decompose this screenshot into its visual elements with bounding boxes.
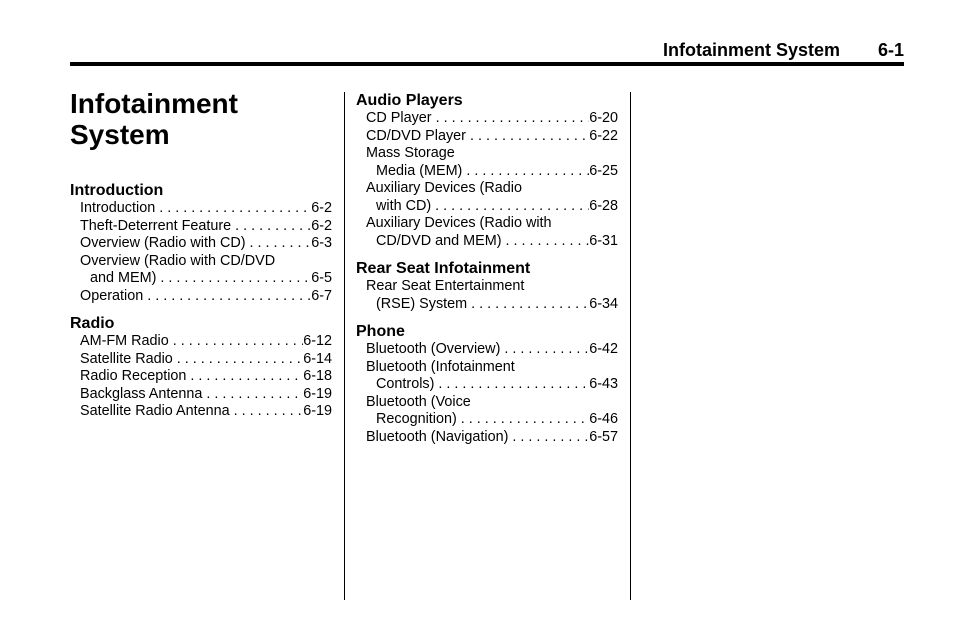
dot-leader xyxy=(500,341,589,359)
toc-section-heading: Audio Players xyxy=(356,92,463,109)
dot-leader xyxy=(508,429,589,447)
toc-entry-page: 6-34 xyxy=(589,295,618,312)
toc-entry[interactable] xyxy=(70,288,332,306)
dot-leader xyxy=(155,200,311,218)
toc-entry[interactable] xyxy=(70,333,332,351)
header-section-title: Infotainment System xyxy=(662,40,840,60)
toc-entry-label: Controls) xyxy=(376,376,435,392)
toc-entry-page: 6-2 xyxy=(311,200,332,216)
toc-entry-page: 6-2 xyxy=(311,217,332,234)
toc-entry-label: Mass Storage xyxy=(366,145,455,161)
toc-entry-label: (RSE) System xyxy=(376,295,468,312)
column-divider-1 xyxy=(344,92,345,600)
toc-entry-page: 6-14 xyxy=(303,350,332,367)
toc-entry[interactable] xyxy=(356,180,618,215)
toc-entry[interactable] xyxy=(356,128,618,146)
toc-section xyxy=(356,92,618,250)
toc-entry[interactable] xyxy=(356,145,618,180)
toc-entry[interactable] xyxy=(70,218,332,236)
toc-section-heading: Rear Seat Infotainment xyxy=(356,260,531,277)
dot-leader xyxy=(246,235,312,253)
dot-leader xyxy=(202,386,303,404)
chapter-title-line-1: Infotainment xyxy=(70,88,238,119)
toc-entry[interactable] xyxy=(356,341,618,359)
dot-leader xyxy=(173,351,303,369)
dot-leader xyxy=(143,288,311,306)
toc-entry-page: 6-5 xyxy=(311,270,332,286)
toc-entry-label: Introduction xyxy=(80,200,156,216)
toc-column-1 xyxy=(70,182,332,431)
dot-leader xyxy=(431,198,589,216)
toc-entry-label: CD/DVD and MEM) xyxy=(376,232,502,249)
toc-entry-page: 6-19 xyxy=(303,385,332,402)
running-header xyxy=(70,40,904,62)
toc-section-heading: Radio xyxy=(70,315,115,332)
dot-leader xyxy=(186,368,303,386)
toc-entry[interactable] xyxy=(356,278,618,313)
toc-section-heading: Phone xyxy=(356,323,405,340)
toc-entry-label: Auxiliary Devices (Radio with xyxy=(366,215,552,231)
toc-section xyxy=(70,315,332,421)
toc-entry-label: Satellite Radio Antenna xyxy=(80,403,230,419)
toc-entry[interactable] xyxy=(70,235,332,253)
toc-entry[interactable] xyxy=(356,394,618,429)
toc-entry-page: 6-42 xyxy=(589,341,618,357)
dot-leader xyxy=(457,411,589,429)
toc-section xyxy=(70,182,332,305)
toc-entry[interactable] xyxy=(70,351,332,369)
toc-entry[interactable] xyxy=(70,368,332,386)
dot-leader xyxy=(432,110,590,128)
toc-section-heading: Introduction xyxy=(70,182,164,199)
dot-leader xyxy=(434,376,589,394)
toc-entry-page: 6-28 xyxy=(589,197,618,214)
dot-leader xyxy=(169,333,303,351)
toc-entry-page: 6-19 xyxy=(303,403,332,419)
toc-entry-label: Overview (Radio with CD) xyxy=(80,235,246,251)
toc-entry-label: Backglass Antenna xyxy=(80,385,203,402)
toc-entry[interactable] xyxy=(70,386,332,404)
toc-section xyxy=(356,323,618,446)
toc-entry-label: Satellite Radio xyxy=(80,350,173,367)
toc-entry-page: 6-18 xyxy=(303,368,332,384)
header-page-number: 6-1 xyxy=(877,40,904,60)
toc-entry-label: Media (MEM) xyxy=(376,162,463,179)
toc-entry-label: and MEM) xyxy=(90,270,157,286)
toc-entry-label: Theft-Deterrent Feature xyxy=(80,217,232,234)
toc-entry-label: Rear Seat Entertainment xyxy=(366,278,525,294)
toc-entry-label: CD Player xyxy=(366,110,432,126)
toc-entry-page: 6-46 xyxy=(589,411,618,427)
toc-entry-page: 6-31 xyxy=(589,232,618,249)
header-rule xyxy=(70,62,904,66)
toc-entry[interactable] xyxy=(356,215,618,250)
toc-entry-page: 6-22 xyxy=(589,127,618,144)
toc-entry-page: 6-57 xyxy=(589,428,618,445)
dot-leader xyxy=(462,163,589,181)
toc-entry[interactable] xyxy=(70,403,332,421)
dot-leader xyxy=(502,233,590,251)
toc-entry-page: 6-20 xyxy=(589,110,618,126)
toc-entry-label: CD/DVD Player xyxy=(366,127,466,144)
toc-entry-label: Radio Reception xyxy=(80,368,187,384)
dot-leader xyxy=(467,296,589,314)
toc-entry-label: AM-FM Radio xyxy=(80,333,169,349)
toc-entry-page: 6-43 xyxy=(589,376,618,392)
toc-section xyxy=(356,260,618,313)
toc-entry-page: 6-7 xyxy=(311,287,332,304)
toc-entry-label: with CD) xyxy=(376,197,432,214)
toc-entry-label: Operation xyxy=(80,287,144,304)
toc-entry-label: Bluetooth (Navigation) xyxy=(366,428,509,445)
toc-entry-label: Bluetooth (Infotainment xyxy=(366,358,515,375)
column-divider-2 xyxy=(630,92,631,600)
dot-leader xyxy=(230,403,304,421)
toc-entry-page: 6-25 xyxy=(589,162,618,179)
dot-leader xyxy=(231,218,311,236)
chapter-title-line-2: System xyxy=(70,119,170,150)
toc-entry-label: Overview (Radio with CD/DVD xyxy=(80,252,276,269)
toc-entry-label: Bluetooth (Overview) xyxy=(366,341,501,357)
toc-entry-label: Bluetooth (Voice xyxy=(366,393,471,410)
toc-entry-page: 6-3 xyxy=(311,235,332,251)
dot-leader xyxy=(466,128,589,146)
dot-leader xyxy=(156,270,311,288)
toc-entry[interactable] xyxy=(356,110,618,128)
chapter-title xyxy=(70,88,238,150)
toc-entry[interactable] xyxy=(356,429,618,447)
toc-entry-page: 6-12 xyxy=(303,333,332,349)
toc-entry-label: Auxiliary Devices (Radio xyxy=(366,180,522,196)
toc-column-2 xyxy=(356,92,618,456)
toc-entry-label: Recognition) xyxy=(376,411,457,427)
toc-entry[interactable] xyxy=(356,359,618,394)
toc-entry[interactable] xyxy=(70,200,332,218)
toc-entry[interactable] xyxy=(70,253,332,288)
